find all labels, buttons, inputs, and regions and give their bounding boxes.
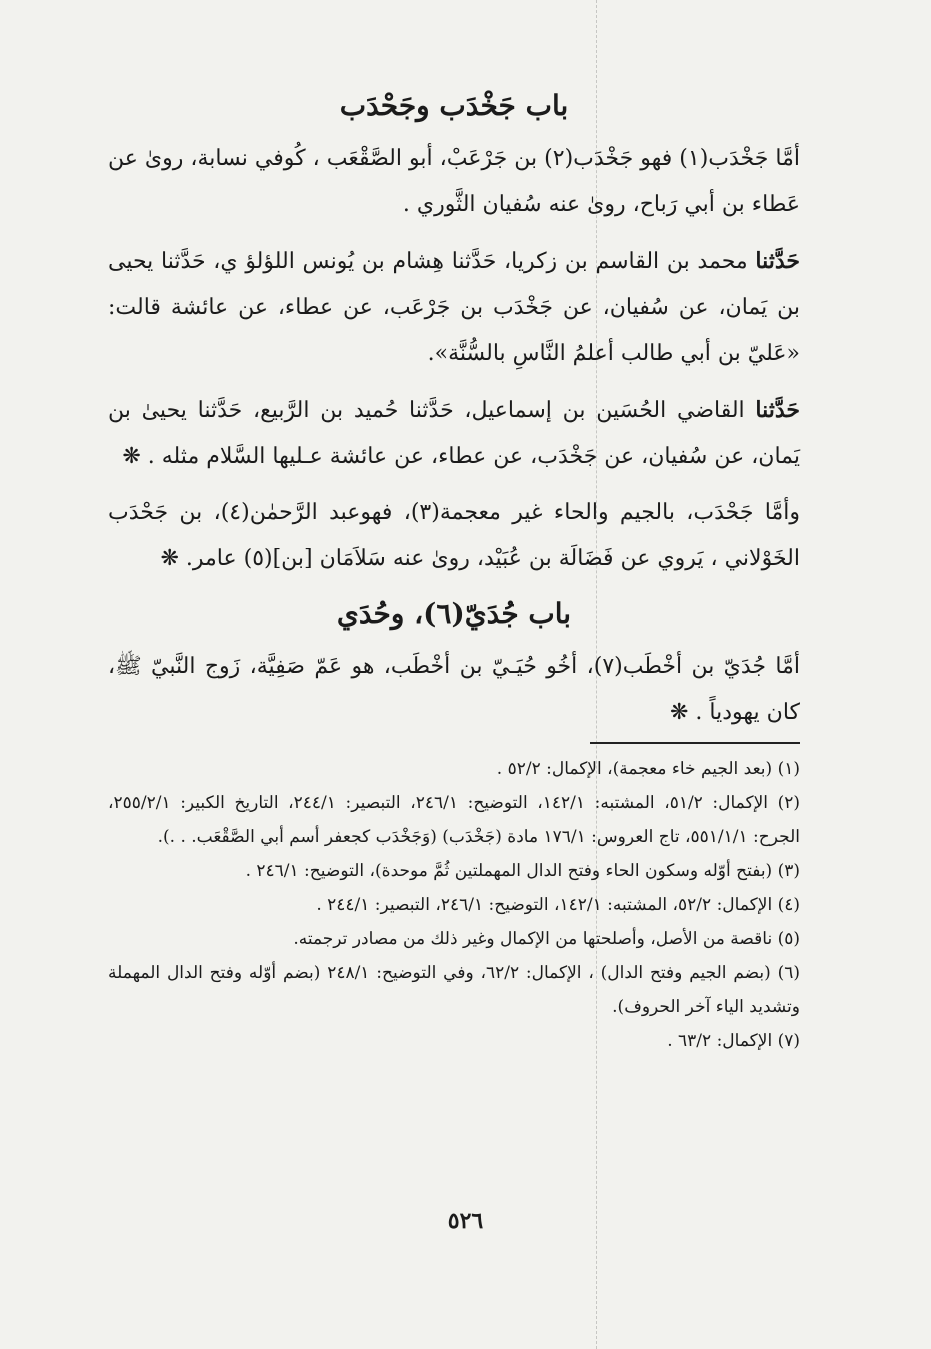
paragraph-text: القاضي الحُسَين بن إسماعيل، حَدَّثنا حُميد بن الرَّبيع، حَدَّثنا يحيىٰ بن يَمان، عن سُفيان، عن جَخْدَب، عن عطاء، عن عائشة عـليها السَّلام مثله . ❋ bbox=[108, 398, 800, 469]
section-heading-jakhdab: باب جَخْدَب وجَحْدَب bbox=[339, 89, 569, 122]
footnote-2: (٢) الإكمال: ٥١/٢، المشتبه: ١٤٢/١، التوضيح: ٢٤٦/١، التبصير: ٢٤٤/١، التاريخ الكبير: ٢٥٥/٢/١، الجرح: ٥٥١/١/١، تاج العروس: ١٧٦/١ مادة (جَخْدَب) (وَجَخْدَب كجعفر أسم أبي الصَّقْعَب. . .). bbox=[108, 793, 801, 847]
paragraph-3 bbox=[108, 387, 800, 480]
footnote-divider bbox=[590, 742, 800, 744]
paragraph-1: أمَّا جَخْدَب(١) فهو جَخْدَب(٢) بن جَرْعَبْ، أبو الصَّقْعَب ، كُوفي نسابة، روىٰ عن عَطاء بن أبي رَباح، روىٰ عنه سُفيان الثَّوري . bbox=[108, 146, 800, 217]
hadith-lead: حَدَّثنا bbox=[755, 397, 800, 423]
footnote-1: (١) (بعد الجيم خاء معجمة)، الإكمال: ٥٢/٢ . bbox=[496, 759, 800, 779]
paragraph-5: أمَّا جُدَيّ بن أخْطَب(٧)، أخُو حُيَـيّ بن أخْطَب، هو عَمّ صَفِيَّة، زَوج النَّبيّ ﷺ، كان يهودياً . ❋ bbox=[108, 654, 800, 725]
paragraph-text: محمد بن القاسم بن زكريا، حَدَّثنا هِشام بن يُونس اللؤلؤ ي، حَدَّثنا يحيى بن يَمان، عن سُفيان، عن جَخْدَب بن جَرْعَب، عن عطاء، عن عائشة قالت: «عَليّ بن أبي طالب أعلمُ النَّاسِ بالسُّنَّة». bbox=[108, 249, 800, 366]
footnote-5: (٥) ناقصة من الأصل، وأصلحتها من الإكمال وغير ذلك من مصادر ترجمته. bbox=[293, 929, 800, 949]
footnote-7: (٧) الإكمال: ٦٣/٢ . bbox=[667, 1031, 800, 1051]
paragraph-2 bbox=[108, 238, 800, 377]
footnote-3: (٣) (بفتح أوّله وسكون الحاء وفتح الدال المهملتين ثُمَّ موحدة)، التوضيح: ٢٤٦/١ . bbox=[245, 861, 800, 881]
page-body bbox=[108, 84, 800, 1058]
hadith-lead: حَدَّثنا bbox=[755, 248, 800, 274]
paragraph-4: وأمَّا جَحْدَب، بالجيم والحاء غير معجمة(٣)، فهوعبد الرَّحمٰن(٤)، بن جَحْدَب الخَوْلاني ، يَروي عن فَضَالَة بن عُبَيْد، روىٰ عنه سَلاَمَان [بن](٥) عامر. ❋ bbox=[108, 500, 800, 571]
section-heading-juday: باب جُدَيّ(٦)، وحُدَي bbox=[336, 597, 572, 630]
footnotes bbox=[108, 752, 800, 1058]
footnote-4: (٤) الإكمال: ٥٢/٢، المشتبه: ١٤٢/١، التوضيح: ٢٤٦/١، التبصير: ٢٤٤/١ . bbox=[316, 895, 800, 915]
footnote-6: (٦) (بضم الجيم وفتح الدال) ، الإكمال: ٦٢/٢، وفي التوضيح: ٢٤٨/١ (بضم أوّله وفتح الدال المهملة وتشديد الياء آخر الحروف). bbox=[108, 963, 800, 1017]
page-number: ٥٢٦ bbox=[447, 1208, 484, 1234]
